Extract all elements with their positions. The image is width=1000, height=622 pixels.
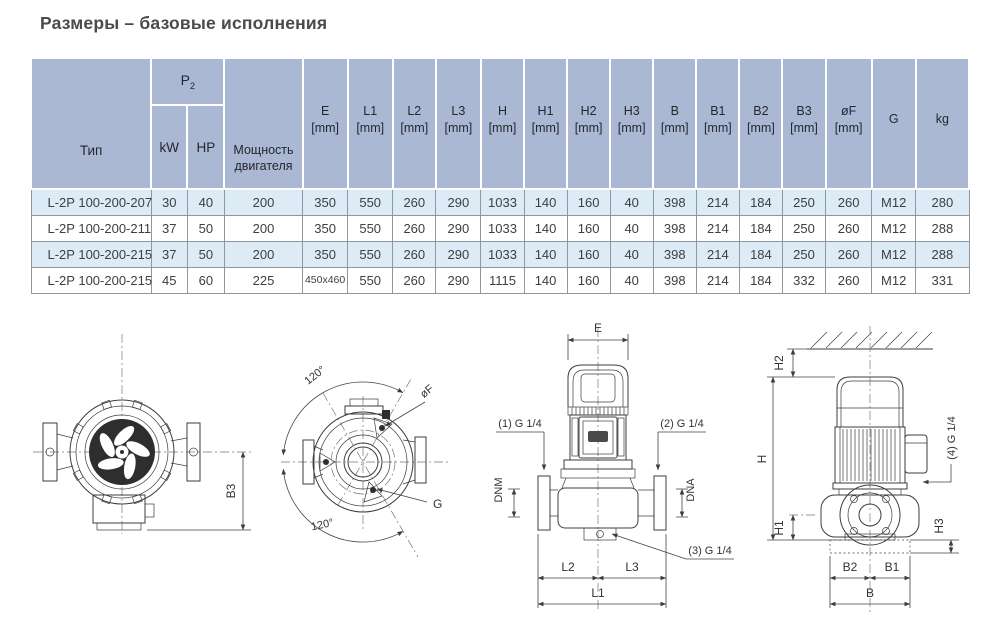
table-row	[31, 215, 969, 241]
col-header-oF: øF [mm]	[826, 58, 872, 189]
cell-value: 214	[696, 241, 739, 267]
cell-value: 140	[524, 215, 567, 241]
dnm-label: DNM	[493, 477, 505, 503]
dim-label-h1: H1	[772, 520, 786, 536]
fan-icon	[89, 419, 155, 485]
cell-value: 260	[393, 267, 436, 293]
cell-value: 260	[826, 241, 872, 267]
dim-label-b2: B2	[842, 560, 858, 574]
cell-value: 290	[436, 215, 481, 241]
col-header-H1: H1 [mm]	[524, 58, 567, 189]
cell-value: 184	[739, 215, 782, 241]
col-header-L1: L1 [mm]	[348, 58, 393, 189]
col-header-H3: H3 [mm]	[610, 58, 653, 189]
cell-value: 40	[187, 189, 224, 215]
dim-label-h: H	[755, 454, 769, 464]
cell-value: 250	[782, 189, 825, 215]
cell-value: 40	[610, 189, 653, 215]
col-header-E: E [mm]	[303, 58, 348, 189]
col-header-p2: $P_2$	[151, 58, 224, 105]
cell-value: 1033	[481, 215, 524, 241]
dim-label-g: G	[433, 497, 443, 511]
cell-value: 288	[916, 215, 969, 241]
motor	[833, 377, 927, 495]
cell-value: 1033	[481, 189, 524, 215]
motor-logo	[588, 431, 608, 442]
cell-value: 260	[826, 267, 872, 293]
dim-label-b: B	[865, 586, 875, 600]
cell-value: 398	[653, 267, 696, 293]
cell-value: 160	[567, 241, 610, 267]
col-header-B1: B1 [mm]	[696, 58, 739, 189]
drawing-fan-view	[25, 322, 265, 622]
dim-label-b3: B3	[224, 483, 238, 499]
cell-value: 160	[567, 267, 610, 293]
cell-value: M12	[872, 267, 916, 293]
cell-value: 290	[436, 241, 481, 267]
cell-value: 280	[916, 189, 969, 215]
cell-value: 214	[696, 215, 739, 241]
dim-label-l3: L3	[625, 560, 639, 574]
cell-value: 160	[567, 215, 610, 241]
cell-value: 1115	[481, 267, 524, 293]
port3-label: (3) G 1/4	[688, 545, 732, 557]
dim-label-l2: L2	[561, 560, 575, 574]
col-header-G: G	[872, 58, 916, 189]
cell-value: 260	[393, 241, 436, 267]
col-header-B: B [mm]	[653, 58, 696, 189]
dim-label-l1: L1	[591, 586, 605, 600]
cell-value: 260	[826, 215, 872, 241]
col-header-H2: H2 [mm]	[567, 58, 610, 189]
drawing-side-view	[755, 312, 1000, 622]
dna-label: DNA	[685, 478, 697, 502]
cell-value: 37	[151, 215, 187, 241]
table-body	[31, 189, 969, 293]
cell-value: 350	[303, 241, 348, 267]
cell-value: 331	[916, 267, 969, 293]
table-row	[31, 241, 969, 267]
cell-value: 50	[187, 215, 224, 241]
cell-value: M12	[872, 241, 916, 267]
cell-value: 288	[916, 241, 969, 267]
page-title: Размеры – базовые исполнения	[40, 13, 328, 33]
cell-value: 398	[653, 189, 696, 215]
col-header-kg: kg	[916, 58, 969, 189]
col-header-kw: kW	[151, 105, 187, 189]
dim-label-b1: B1	[884, 560, 900, 574]
dimensions-table	[30, 57, 970, 294]
cell-value: 290	[436, 189, 481, 215]
cell-value: 184	[739, 241, 782, 267]
cell-value: 550	[348, 267, 393, 293]
cell-value: 184	[739, 189, 782, 215]
cell-value: 550	[348, 189, 393, 215]
cell-value: 200	[224, 189, 302, 215]
cell-value: 40	[610, 267, 653, 293]
cell-value: 250	[782, 241, 825, 267]
cell-value: 50	[187, 241, 224, 267]
cell-value: 225	[224, 267, 302, 293]
cell-value: 214	[696, 189, 739, 215]
port2-label: (2) G 1/4	[660, 418, 704, 430]
cell-type: L-2P 100-200-211	[31, 215, 151, 241]
cell-value: 214	[696, 267, 739, 293]
col-header-hp: HP	[187, 105, 224, 189]
pump-casing	[538, 476, 666, 540]
port1-label: (1) G 1/4	[498, 418, 542, 430]
cell-value: 350	[303, 189, 348, 215]
col-header-B3: B3 [mm]	[782, 58, 825, 189]
cell-value: 290	[436, 267, 481, 293]
col-header-B2: B2 [mm]	[739, 58, 782, 189]
cell-value: 40	[610, 241, 653, 267]
col-header-L2: L2 [mm]	[393, 58, 436, 189]
dim-label-angle-top: 120°	[302, 363, 328, 388]
col-header-type: Тип	[31, 58, 151, 189]
cell-value: 45	[151, 267, 187, 293]
cell-value: M12	[872, 189, 916, 215]
dim-label-angle-bottom: 120°	[309, 516, 335, 534]
port4-label: (4) G 1/4	[946, 416, 958, 460]
cell-value: 200	[224, 241, 302, 267]
drawing-top-view	[265, 322, 500, 622]
top-boss	[345, 399, 390, 419]
table-row	[31, 267, 969, 293]
table-row	[31, 189, 969, 215]
cell-value: 450x460	[303, 267, 348, 293]
dim-label-e: E	[593, 321, 603, 335]
col-header-L3: L3 [mm]	[436, 58, 481, 189]
cell-value: 37	[151, 241, 187, 267]
cell-value: 40	[610, 215, 653, 241]
col-header-power: Мощность двигателя	[224, 58, 302, 189]
cell-value: 60	[187, 267, 224, 293]
technical-drawings	[0, 308, 1000, 622]
cell-value: 160	[567, 189, 610, 215]
cell-value: 184	[739, 267, 782, 293]
table-header	[31, 58, 969, 189]
discharge-flange	[403, 437, 426, 484]
cell-value: 398	[653, 241, 696, 267]
dim-label-h2: H2	[772, 355, 786, 371]
cell-value: 260	[393, 189, 436, 215]
dim-label-f: øF	[418, 382, 437, 401]
cell-value: 350	[303, 215, 348, 241]
cell-value: 398	[653, 215, 696, 241]
dim-label-h3: H3	[932, 518, 946, 534]
cell-type: L-2P 100-200-215	[31, 267, 151, 293]
cell-value: 200	[224, 215, 302, 241]
drawing-front-view	[480, 312, 775, 622]
cell-value: 332	[782, 267, 825, 293]
cell-type: L-2P 100-200-215	[31, 241, 151, 267]
cell-value: 140	[524, 267, 567, 293]
cell-value: M12	[872, 215, 916, 241]
cell-value: 260	[393, 215, 436, 241]
cell-value: 250	[782, 215, 825, 241]
cell-value: 140	[524, 189, 567, 215]
cell-value: 30	[151, 189, 187, 215]
cell-type: L-2P 100-200-207	[31, 189, 151, 215]
cell-value: 550	[348, 241, 393, 267]
col-header-H: H [mm]	[481, 58, 524, 189]
cell-value: 260	[826, 189, 872, 215]
cell-value: 1033	[481, 241, 524, 267]
cell-value: 140	[524, 241, 567, 267]
cell-value: 550	[348, 215, 393, 241]
